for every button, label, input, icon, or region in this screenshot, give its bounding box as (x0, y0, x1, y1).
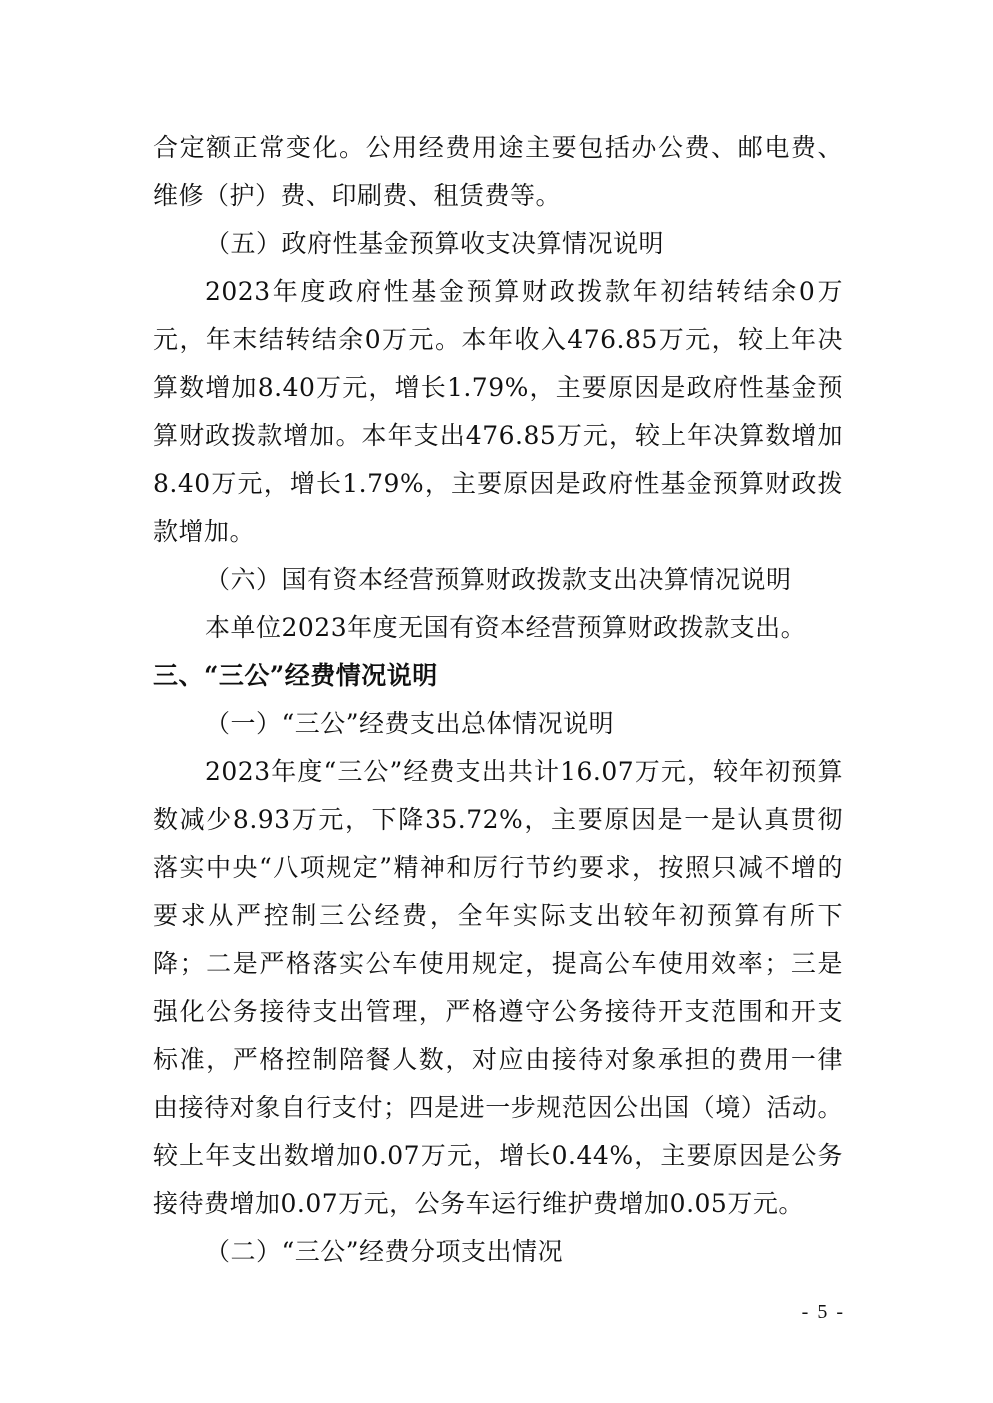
body-text-line: 元，年末结转结余0万元。本年收入476.85万元，较上年决 (153, 325, 843, 354)
body-text-line: 标准，严格控制陪餐人数，对应由接待对象承担的费用一律 (153, 1045, 843, 1074)
body-text-line: 2023年度政府性基金预算财政拨款年初结转结余0万 (205, 277, 843, 306)
section-heading-6: （六）国有资本经营预算财政拨款支出决算情况说明 (205, 565, 792, 594)
body-text-line: 强化公务接待支出管理，严格遵守公务接待开支范围和开支 (153, 997, 843, 1026)
body-text-line: 较上年支出数增加0.07万元，增长0.44%，主要原因是公务 (153, 1141, 843, 1170)
body-text-line: 降；二是严格落实公车使用规定，提高公车使用效率；三是 (153, 949, 843, 978)
body-text-line: 合定额正常变化。公用经费用途主要包括办公费、邮电费、 (153, 133, 843, 162)
body-text-line: 款增加。 (153, 517, 256, 546)
section-heading-3: 三、“三公”经费情况说明 (153, 661, 438, 690)
section-heading-5: （五）政府性基金预算收支决算情况说明 (205, 229, 665, 258)
body-text-line: 数减少8.93万元，下降35.72%，主要原因是一是认真贯彻 (153, 805, 843, 834)
body-text-line: 要求从严控制三公经费，全年实际支出较年初预算有所下 (153, 901, 843, 930)
body-text-line: 本单位2023年度无国有资本经营预算财政拨款支出。 (205, 613, 807, 642)
body-text-line: 8.40万元，增长1.79%，主要原因是政府性基金预算财政拨 (153, 469, 843, 498)
body-text-line: 算财政拨款增加。本年支出476.85万元，较上年决算数增加 (153, 421, 843, 450)
page-number: - 5 - (801, 1301, 845, 1323)
subsection-heading-2: （二）“三公”经费分项支出情况 (205, 1237, 564, 1266)
body-text-line: 由接待对象自行支付；四是进一步规范因公出国（境）活动。 (153, 1093, 843, 1122)
body-text-line: 接待费增加0.07万元，公务车运行维护费增加0.05万元。 (153, 1189, 804, 1218)
body-text-line: 落实中央“八项规定”精神和厉行节约要求，按照只减不增的 (153, 853, 843, 882)
body-text-line: 2023年度“三公”经费支出共计16.07万元，较年初预算 (205, 757, 843, 786)
body-text-line: 算数增加8.40万元，增长1.79%，主要原因是政府性基金预 (153, 373, 843, 402)
body-text-line: 维修（护）费、印刷费、租赁费等。 (153, 181, 562, 210)
subsection-heading-1: （一）“三公”经费支出总体情况说明 (205, 709, 615, 738)
